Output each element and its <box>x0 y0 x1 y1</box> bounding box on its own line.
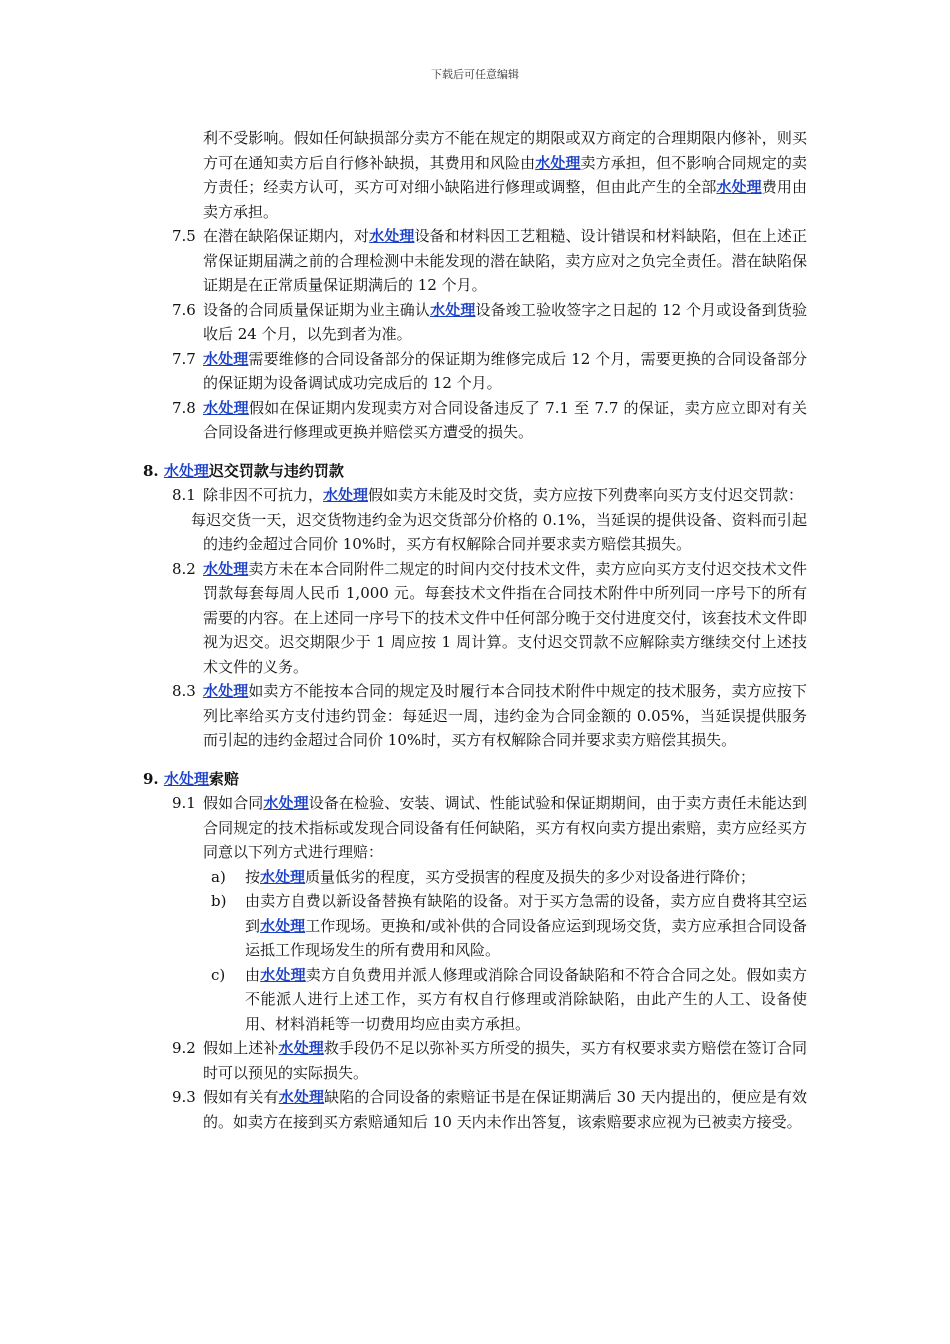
keyword-link[interactable]: 水处理 <box>203 559 249 578</box>
clause-8-2: 8.2 水处理卖方未在本合同附件二规定的时间内交付技术文件，卖方应向买方支付迟交技术文件罚款每套每周人民币 1,000 元。每套技术文件指在合同技术附件中所列同一序号下的所有需要的内容。在上述同一序号下的技术文件中任何部分晚于交付进度交付，该套技术文件即视为迟交。迟交期限少于 1 周应按 1 周计算。支付迟交罚款不应解除卖方继续交付上述技术文件的义务。 <box>172 559 807 676</box>
section-8-heading: 8. 水处理迟交罚款与违约罚款 <box>143 461 344 480</box>
keyword-link[interactable]: 水处理 <box>260 867 306 886</box>
clause-9-1-b: b) 由卖方自费以新设备替换有缺陷的设备。对于买方急需的设备，卖方应自费将其空运到水处理工作现场。更换和/或补供的合同设备应运到现场交货，卖方应承担合同设备运抵工作现场发生的所有费用和风险。 <box>211 892 807 959</box>
clause-9-3: 9.3 假如有关有水处理缺陷的合同设备的索赔证书是在保证期满后 30 天内提出的，便应是有效的。如卖方在接到买方索赔通知后 10 天内未作出答复，该索赔要求应视为已被卖方接受。 <box>172 1088 807 1131</box>
page-header: 下载后可任意编辑 <box>431 68 519 81</box>
keyword-link[interactable]: 水处理 <box>163 461 209 480</box>
keyword-link[interactable]: 水处理 <box>203 398 249 417</box>
keyword-link[interactable]: 水处理 <box>535 153 581 172</box>
keyword-link[interactable]: 水处理 <box>163 769 209 788</box>
keyword-link[interactable]: 水处理 <box>203 682 249 700</box>
clause-7-7: 7.7 水处理需要维修的合同设备部分的保证期为维修完成后 12 个月，需要更换的合同设备部分的保证期为设备调试成功完成后的 12 个月。 <box>172 349 807 392</box>
keyword-link[interactable]: 水处理 <box>203 349 249 368</box>
section-9-heading: 9. 水处理索赔 <box>143 769 239 788</box>
keyword-link[interactable]: 水处理 <box>263 794 309 812</box>
clause-9-1-a: a) 按水处理质量低劣的程度，买方受损害的程度及损失的多少对设备进行降价； <box>211 867 756 886</box>
keyword-link[interactable]: 水处理 <box>716 178 762 196</box>
keyword-link[interactable]: 水处理 <box>278 1088 325 1106</box>
clause-7-6: 7.6 设备的合同质量保证期为业主确认水处理设备竣工验收签字之日起的 12 个月或设备到货验收后 24 个月，以先到者为准。 <box>172 300 807 343</box>
clause-9-2: 9.2 假如上述补水处理救手段仍不足以弥补买方所受的损失，买方有权要求卖方赔偿在签订合同时可以预见的实际损失。 <box>172 1039 807 1082</box>
clause-9-1: 9.1 假如合同水处理设备在检验、安装、调试、性能试验和保证期期间，由于卖方责任未能达到合同规定的技术指标或发现合同设备有任何缺陷，买方有权向卖方提出索赔，卖方应经买方同意以下列方式进行理赔： <box>172 794 807 861</box>
clause-8-1: 8.1 除非因不可抗力，水处理假如卖方未能及时交货，卖方应按下列费率向买方支付迟交罚款： <box>172 486 804 504</box>
keyword-link[interactable]: 水处理 <box>369 227 415 245</box>
keyword-link[interactable]: 水处理 <box>323 486 369 504</box>
clause-7-8: 7.8 水处理假如在保证期内发现卖方对合同设备违反了 7.1 至 7.7 的保证，卖方应立即对有关合同设备进行修理或更换并赔偿买方遭受的损失。 <box>172 398 807 441</box>
clause-7-5: 7.5 在潜在缺陷保证期内，对水处理设备和材料因工艺粗糙、设计错误和材料缺陷，但在上述正常保证期届满之前的合理检测中未能发现的潜在缺陷，卖方应对之负完全责任。潜在缺陷保证期是在正常质量保证期满后的 12 个月。 <box>172 227 807 294</box>
keyword-link[interactable]: 水处理 <box>260 965 306 984</box>
clause-9-1-c: c) 由水处理卖方自负费用并派人修理或消除合同设备缺陷和不符合合同之处。假如卖方不能派人进行上述工作，买方有权自行修理或消除缺陷，由此产生的人工、设备使用、材料消耗等一切费用均应由卖方承担。 <box>211 965 807 1033</box>
clause-8-1-detail: 每迟交货一天，迟交货物违约金为迟交货部分价格的 0.1%，当延误的提供设备、资料而引起的违约金超过合同价 10%时，买方有权解除合同并要求卖方赔偿其损失。 <box>191 510 807 553</box>
keyword-link[interactable]: 水处理 <box>430 300 476 319</box>
paragraph-continuation: 利不受影响。假如任何缺损部分卖方不能在规定的期限或双方商定的合理期限内修补，则买方可在通知卖方后自行修补缺损，其费用和风险由水处理卖方承担，但不影响合同规定的卖方责任；经卖方认可，买方可对细小缺陷进行修理或调整，但由此产生的全部水处理费用由卖方承担。 <box>203 129 807 221</box>
document-body <box>0 126 950 1134</box>
keyword-link[interactable]: 水处理 <box>260 916 306 935</box>
clause-8-3: 8.3 水处理如卖方不能按本合同的规定及时履行本合同技术附件中规定的技术服务，卖方应按下列比率给买方支付违约罚金：每延迟一周，违约金为合同金额的 0.05%，当延误提供服务而引起的违约金超过合同价 10%时，买方有权解除合同并要求卖方赔偿其损失。 <box>172 682 807 749</box>
keyword-link[interactable]: 水处理 <box>278 1039 324 1057</box>
